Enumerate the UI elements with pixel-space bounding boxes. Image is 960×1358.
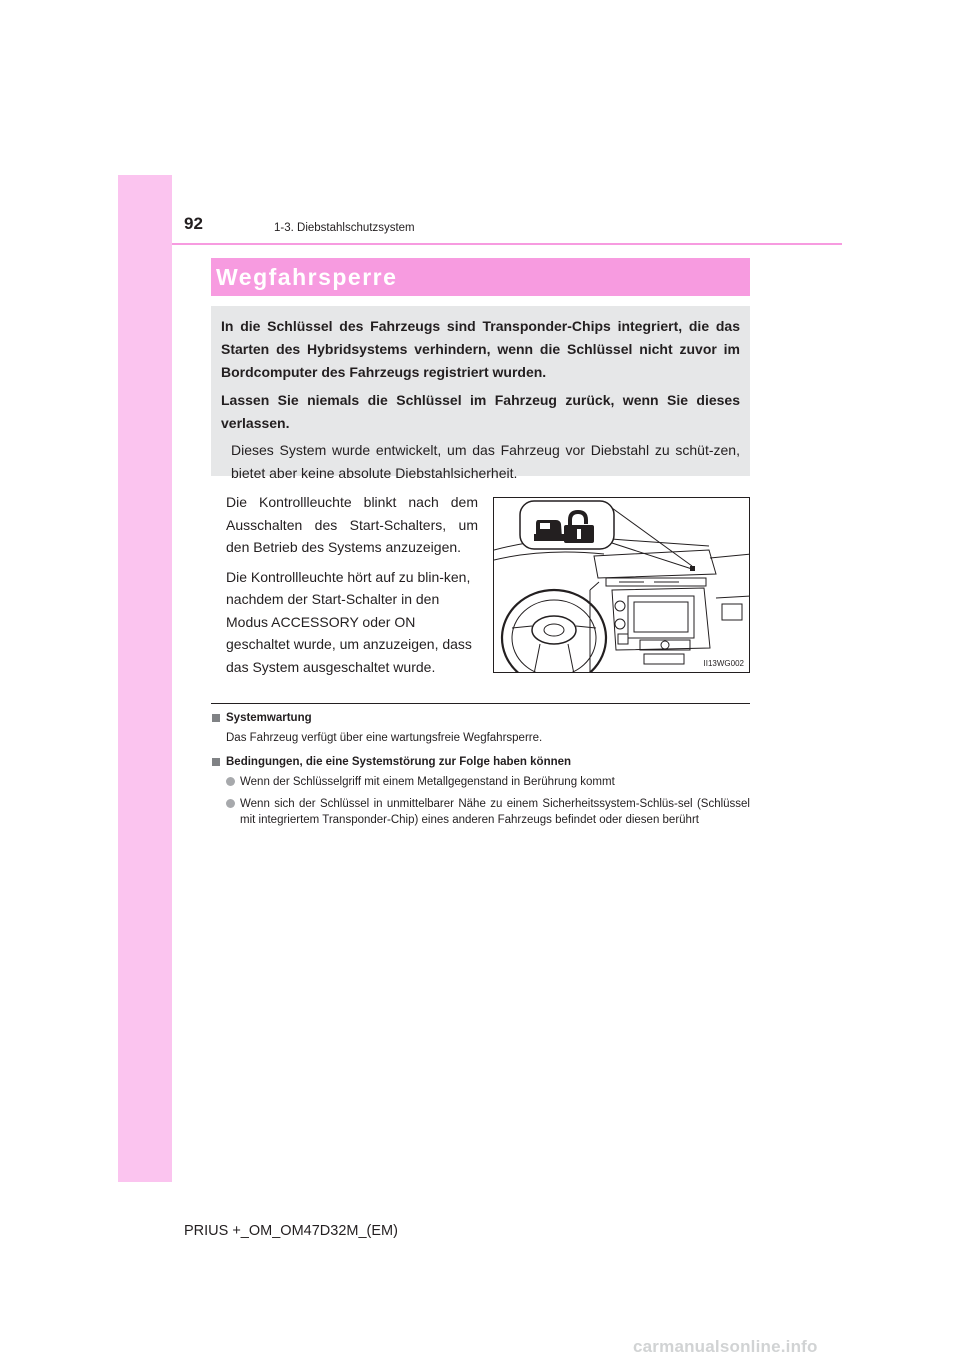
page-title: Wegfahrsperre <box>216 263 398 290</box>
list-item-text: Wenn der Schlüsselgriff mit einem Metallgegenstand in Berührung kommt <box>240 776 615 788</box>
note-heading-maintenance <box>211 710 750 726</box>
list-item <box>226 796 750 828</box>
section-reference: 1-3. Diebstahlschutzsystem <box>274 222 415 234</box>
square-bullet-icon <box>212 758 220 766</box>
watermark: carmanualsonline.info <box>633 1337 818 1356</box>
section-divider <box>211 703 750 704</box>
intro-box <box>211 306 750 481</box>
square-bullet-icon <box>212 714 220 722</box>
section-title-bar <box>211 258 750 296</box>
figure-code: II13WG002 <box>703 659 744 668</box>
dashboard-drawing <box>494 498 750 673</box>
list-item <box>226 774 750 790</box>
document-footer-code: PRIUS +_OM_OM47D32M_(EM) <box>184 1223 398 1239</box>
note-heading-conditions <box>211 754 750 770</box>
dashboard-illustration <box>493 497 750 673</box>
body-paragraph-2: Die Kontrollleuchte hört auf zu blin-ken, nachdem der Start-Schalter in den Modus ACCESSORY oder ON geschaltet wurde, um anzuzeigen, dass das System ausgeschaltet wurde. <box>226 568 472 675</box>
list-item-text: Wenn sich der Schlüssel in unmittelbarer Nähe zu einem Sicherheitssystem-Schlüs-sel (Schlüssel mit integriertem Transponder-Chip) eines anderen Fahrzeugs befindet oder diesen berührt <box>240 798 750 826</box>
chapter-side-band <box>118 175 172 1182</box>
intro-bold-paragraph-2: Lassen Sie niemals die Schlüssel im Fahrzeug zurück, wenn Sie dieses verlassen. <box>221 392 740 431</box>
circle-bullet-icon <box>226 777 235 786</box>
note-text-maintenance: Das Fahrzeug verfügt über eine wartungsfreie Wegfahrsperre. <box>226 732 543 744</box>
circle-bullet-icon <box>226 799 235 808</box>
note-heading-text: Bedingungen, die eine Systemstörung zur Folge haben können <box>226 756 572 768</box>
page-number: 92 <box>184 214 203 233</box>
body-text <box>226 491 478 685</box>
notes-section <box>211 710 750 834</box>
intro-normal-paragraph: Dieses System wurde entwickelt, um das Fahrzeug vor Diebstahl zu schüt-zen, bietet aber keine absolute Diebstahlsicherheit. <box>231 442 740 481</box>
intro-bold-paragraph-1: In die Schlüssel des Fahrzeugs sind Transponder-Chips integriert, die das Starten des Hybridsystems verhindern, wenn die Schlüssel nicht zuvor im Bordcomputer des Fahrzeugs registriert wurden. <box>221 318 740 380</box>
note-heading-text: Systemwartung <box>226 712 312 724</box>
header-rule <box>172 243 842 245</box>
body-paragraph-1: Die Kontrollleuchte blinkt nach dem Ausschalten des Start-Schalters, um den Betrieb des Systems anzuzeigen. <box>226 494 478 555</box>
